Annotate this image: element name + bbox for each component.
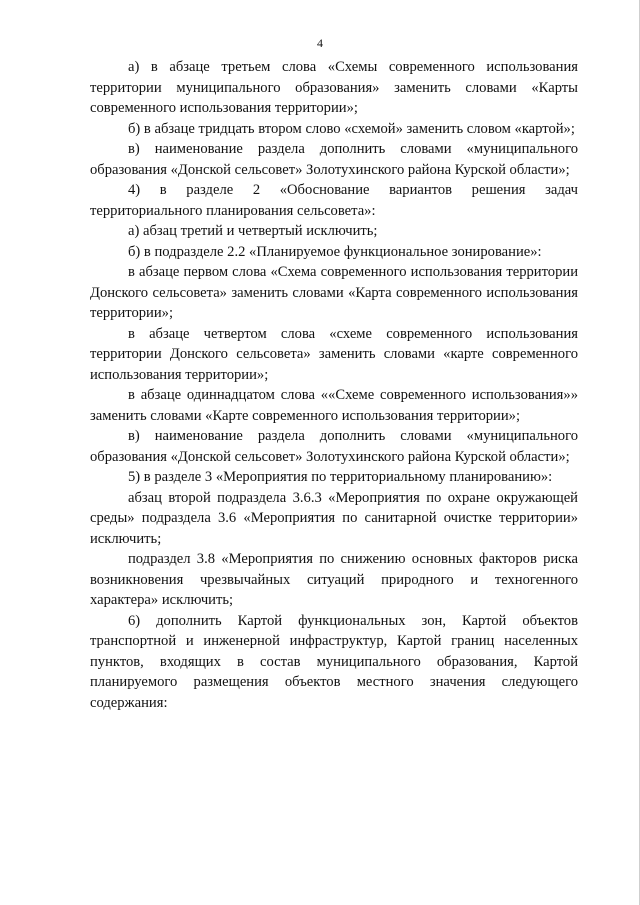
paragraph-item-6: 6) дополнить Картой функциональных зон, Картой объектов транспортной и инженерной инфраструктур, Картой границ населенных пунктов, входящих в состав муниципального образования, Картой планируемого размещения объектов местного значения следующего содержания: — [90, 612, 578, 711]
paragraph-item-5: 5) в разделе 3 «Мероприятия по территориальному планированию»: — [128, 469, 553, 485]
paragraph-subsection-3-8: подраздел 3.8 «Мероприятия по снижению основных факторов риска возникновения чрезвычайных ситуаций природного и техногенного характера» исключить; — [90, 551, 578, 608]
paragraph-subsection-3-6-3: абзац второй подраздела 3.6.3 «Мероприятия по охране окружающей среды» подраздела 3.6 «Мероприятия по санитарной очистке территории» исключить; — [90, 489, 578, 547]
paragraph-fourth-abzac: в абзаце четвертом слова «схеме современного использования территории Донского сельсовета» заменить словами «карте современного использования территории»; — [90, 325, 578, 383]
paragraph-b-scheme-word: б) в абзаце тридцать втором слово «схемой» заменить словом «картой»; — [128, 120, 575, 137]
paragraph-v-section-title-2: в) наименование раздела дополнить словами «муниципального образования «Донской сельсовет» Золотухинского района Курской области»; — [90, 428, 578, 465]
paragraph-eleventh-abzac: в абзаце одиннадцатом слова ««Схеме современного использования»» заменить словами «Карте современного использования территории»; — [90, 387, 578, 424]
paragraph-item-4: 4) в разделе 2 «Обоснование вариантов решения задач территориального планирования сельсовета»: — [90, 182, 578, 219]
page-number: 4 — [317, 36, 323, 50]
paragraph-a-exclude: а) абзац третий и четвертый исключить; — [128, 223, 378, 239]
paragraph-b-subsection-2-2: б) в подразделе 2.2 «Планируемое функциональное зонирование»: — [128, 243, 542, 260]
document-body — [90, 57, 578, 713]
paragraph-v-section-title: в) наименование раздела дополнить словами «муниципального образования «Донской сельсовет» Золотухинского района Курской области»; — [90, 141, 578, 178]
paragraph-a-scheme-replacement: а) в абзаце третьем слова «Схемы современного использования территории муниципального образования» заменить словами «Карты современного использования территории»; — [90, 59, 578, 116]
paragraph-first-abzac: в абзаце первом слова «Схема современного использования территории Донского сельсовета» заменить словами «Карта современного использования территории»; — [90, 264, 578, 321]
